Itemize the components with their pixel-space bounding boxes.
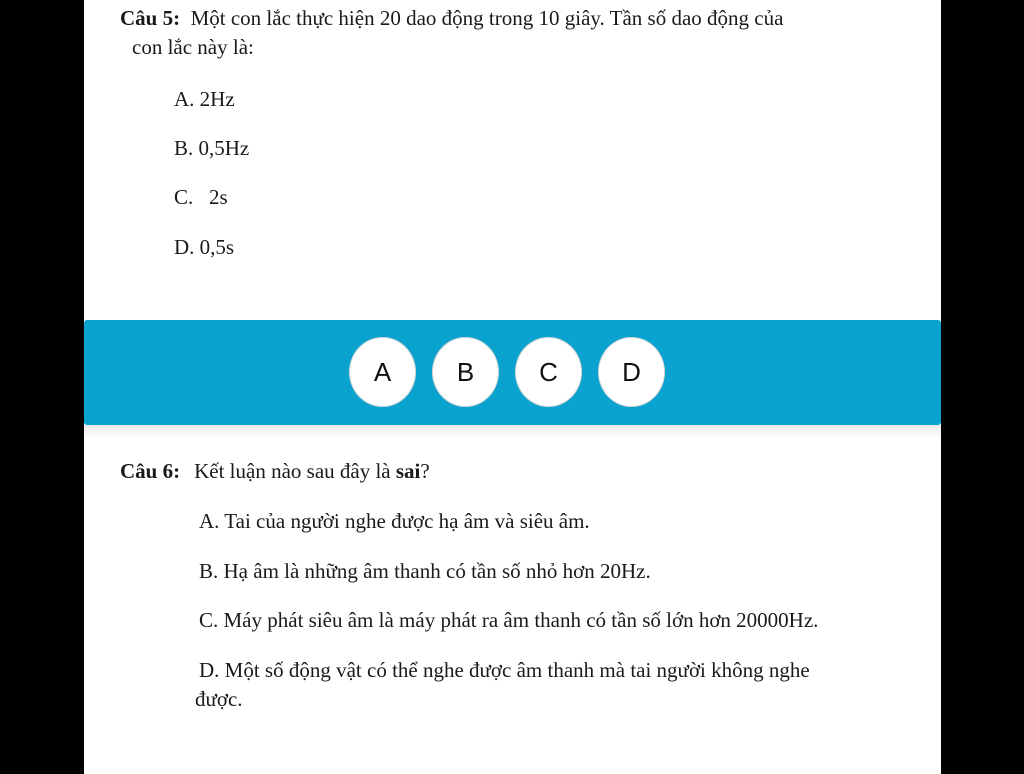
question-5-number: Câu 5: <box>120 6 181 30</box>
question-6-option-d-text: D. Một số động vật có thể nghe được âm thanh mà tai người không nghe <box>199 658 810 682</box>
question-6-emphasis: sai <box>395 459 421 483</box>
question-6-number: Câu 6: <box>120 459 181 483</box>
answer-bar-shadow <box>84 425 941 437</box>
question-5-body-continued: con lắc này là: <box>132 35 254 59</box>
question-5-option-d: D. 0,5s <box>174 235 235 259</box>
answer-button-b[interactable]: B <box>432 337 499 407</box>
question-6-text <box>120 457 920 486</box>
question-6-option-a: A. Tai của người nghe được hạ âm và siêu âm. <box>199 509 590 533</box>
question-6-body: Kết luận nào sau đây là <box>194 459 396 483</box>
answer-button-c[interactable]: C <box>515 337 582 407</box>
question-6-mark: ? <box>420 459 430 483</box>
question-5-option-c: C. 2s <box>174 185 228 209</box>
question-5-text <box>120 4 920 62</box>
question-6-option-c: C. Máy phát siêu âm là máy phát ra âm thanh có tần số lớn hơn 20000Hz. <box>199 608 819 632</box>
question-6-option-b: B. Hạ âm là những âm thanh có tần số nhỏ hơn 20Hz. <box>199 559 651 583</box>
question-5-option-a: A. 2Hz <box>174 87 235 111</box>
answer-button-d[interactable]: D <box>598 337 665 407</box>
question-6-option-d <box>195 656 899 714</box>
answer-button-a[interactable]: A <box>349 337 416 407</box>
question-6-option-d-text-continued: được. <box>195 687 243 711</box>
question-5-body: Một con lắc thực hiện 20 dao động trong 10 giây. Tần số dao động của <box>190 6 784 30</box>
question-5-option-b: B. 0,5Hz <box>174 136 250 160</box>
answer-bar <box>84 320 941 425</box>
